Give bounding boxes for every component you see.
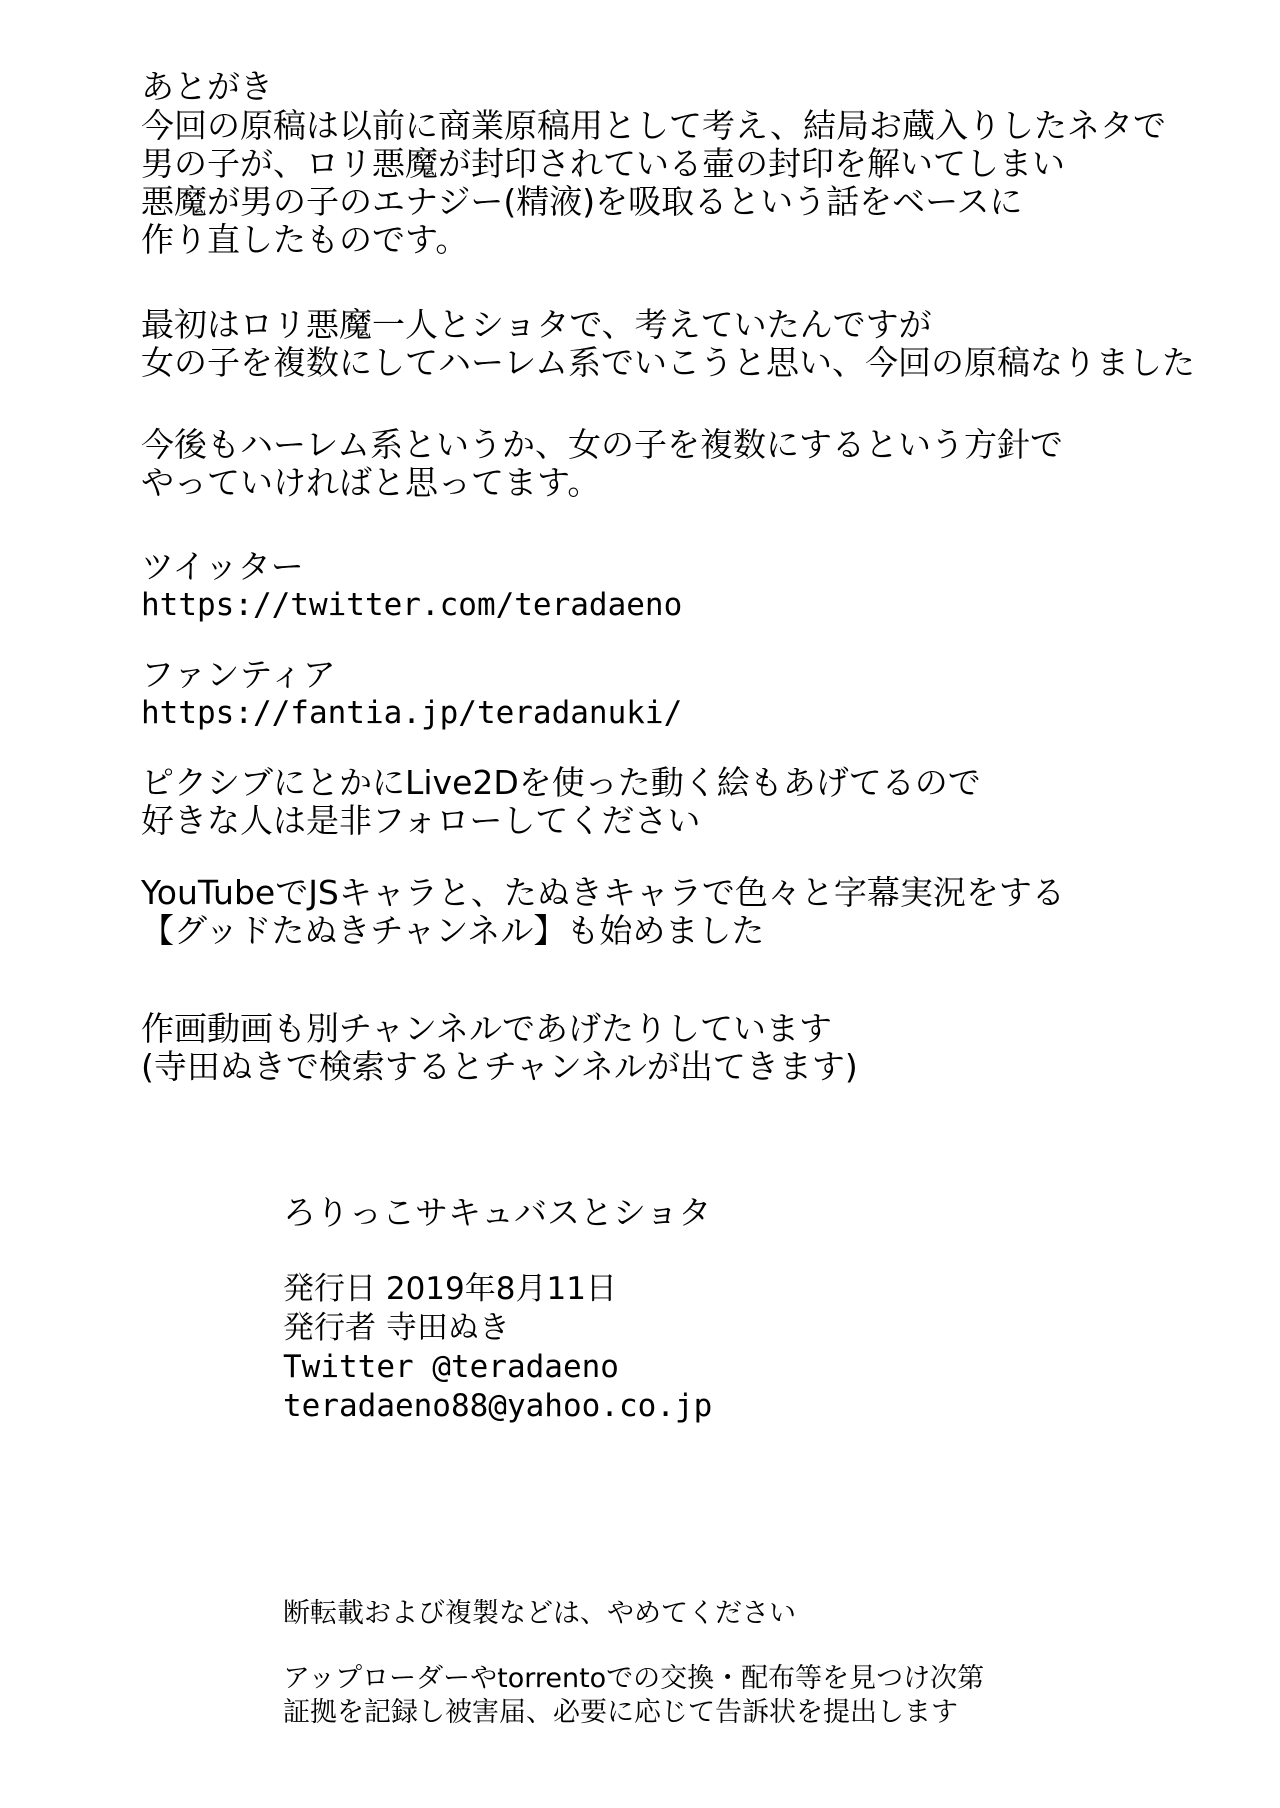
twitter-label: ツイッター (141, 547, 304, 586)
afterword-line: 悪魔が男の子のエナジー(精液)を吸取るという話をベースに (141, 182, 1023, 221)
afterword-line: 作り直したものです。 (141, 220, 469, 259)
warning-line: アップローダーやtorrentoでの交換・配布等を見つけ次第 (283, 1663, 985, 1694)
warning-line: 断転載および複製などは、やめてください (283, 1598, 796, 1629)
publish-date: 発行日 2019年8月11日 (283, 1271, 617, 1307)
publisher: 発行者 寺田ぬき (283, 1310, 510, 1346)
afterword-line: 男の子が、ロリ悪魔が封印されている壷の封印を解いてしまい (141, 144, 1065, 183)
warning-line: 証拠を記録し被害届、必要に応じて告訴状を提出します (283, 1697, 958, 1728)
twitter-url: https://twitter.com/teradaeno (141, 587, 683, 623)
afterword-line: 今後もハーレム系というか、女の子を複数にするという方針で (141, 425, 1064, 464)
colophon-twitter: Twitter @teradaeno (283, 1349, 619, 1385)
drawing-note-line: 作画動画も別チャンネルであげたりしています (141, 1009, 833, 1048)
pixiv-note-line: 好きな人は是非フォローしてください (141, 801, 701, 840)
afterword-heading: あとがき (141, 67, 273, 106)
afterword-line: 女の子を複数にしてハーレム系でいこうと思い、今回の原稿なりました (141, 343, 1196, 382)
afterword-line: 最初はロリ悪魔一人とショタで、考えていたんですが (141, 305, 932, 344)
youtube-note-line: 【グッドたぬきチャンネル】も始めました (141, 911, 765, 950)
pixiv-note-line: ピクシブにとかにLive2Dを使った動く絵もあげてるので (141, 763, 981, 802)
youtube-note-line: YouTubeでJSキャラと、たぬきキャラで色々と字幕実況をする (141, 873, 1065, 912)
drawing-note-line: (寺田ぬきで検索するとチャンネルが出てきます) (141, 1047, 858, 1086)
fantia-url: https://fantia.jp/teradanuki/ (141, 695, 683, 731)
afterword-line: 今回の原稿は以前に商業原稿用として考え、結局お蔵入りしたネタで (141, 106, 1166, 145)
colophon-email: teradaeno88@yahoo.co.jp (283, 1388, 713, 1424)
afterword-line: やっていければと思ってます。 (141, 463, 601, 502)
fantia-label: ファンティア (141, 655, 336, 694)
book-title: ろりっこサキュバスとショタ (283, 1193, 712, 1232)
